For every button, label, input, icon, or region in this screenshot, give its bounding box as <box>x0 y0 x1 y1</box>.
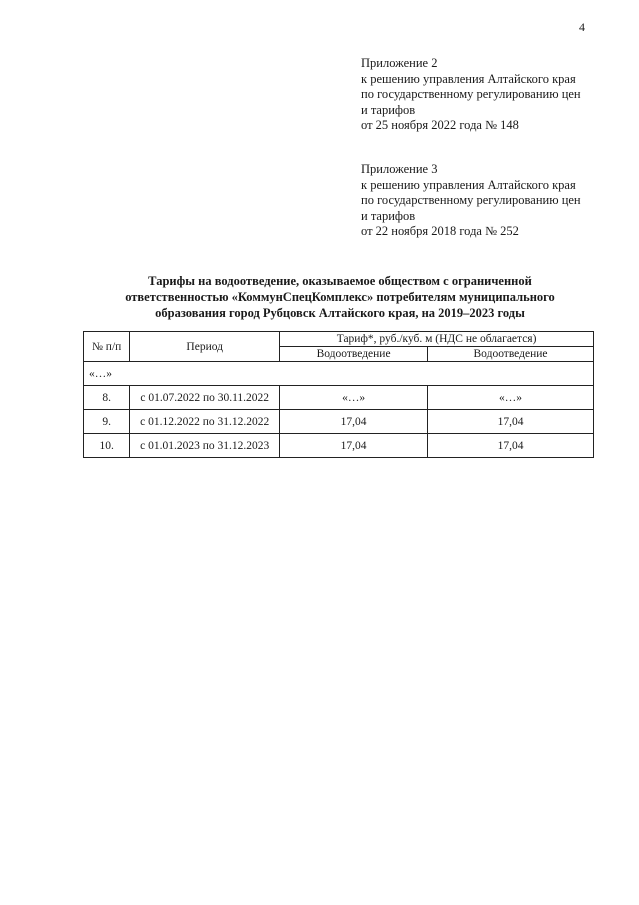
cell-tariff-2: 17,04 <box>428 410 594 434</box>
table-row <box>84 386 594 410</box>
header-num: № п/п <box>84 332 130 362</box>
title-line: образования город Рубцовск Алтайского края, на 2019–2023 годы <box>155 306 525 320</box>
appendix-3-line: по государственному регулированию цен <box>361 193 581 207</box>
tariff-table <box>83 331 594 458</box>
cell-tariff-1: 17,04 <box>280 434 428 458</box>
appendix-3-line: и тарифов <box>361 208 416 223</box>
cell-period: с 01.12.2022 по 31.12.2022 <box>130 410 280 434</box>
cell-tariff-1: 17,04 <box>280 410 428 434</box>
cell-num: 9. <box>84 410 130 434</box>
appendix-2-line: и тарифов <box>361 102 416 117</box>
page-number: 4 <box>579 20 585 34</box>
title-line: Тарифы на водоотведение, оказываемое обществом с ограниченной <box>148 274 532 288</box>
cell-tariff-2: 17,04 <box>428 434 594 458</box>
document-title <box>100 273 580 321</box>
header-wastewater-2: Водоотведение <box>428 347 594 362</box>
title-line: ответственностью «КоммунСпецКомплекс» потребителям муниципального <box>125 290 555 304</box>
header-tariff: Тариф*, руб./куб. м (НДС не облагается) <box>280 332 594 347</box>
table-row-omitted <box>84 362 594 386</box>
appendix-2-line: по государственному регулированию цен <box>361 87 581 101</box>
appendix-3-header <box>361 162 611 240</box>
appendix-3-line: от 22 ноября 2018 года № 252 <box>361 224 519 238</box>
appendix-2-line: Приложение 2 <box>361 56 438 70</box>
cell-period: с 01.01.2023 по 31.12.2023 <box>130 434 280 458</box>
appendix-3-line: Приложение 3 <box>361 162 438 176</box>
cell-num: 8. <box>84 386 130 410</box>
cell-tariff-1: «…» <box>280 386 428 410</box>
cell-tariff-2: «…» <box>428 386 594 410</box>
header-wastewater-1: Водоотведение <box>280 347 428 362</box>
appendix-2-line: от 25 ноября 2022 года № 148 <box>361 118 519 132</box>
table-header-row <box>84 332 594 347</box>
header-period: Период <box>130 332 280 362</box>
appendix-2-line: к решению управления Алтайского края <box>361 71 576 86</box>
appendix-2-header <box>361 56 611 134</box>
cell-period: с 01.07.2022 по 30.11.2022 <box>130 386 280 410</box>
table-row <box>84 410 594 434</box>
cell-num: 10. <box>84 434 130 458</box>
appendix-3-line: к решению управления Алтайского края <box>361 177 576 192</box>
table-row <box>84 434 594 458</box>
omitted-rows-marker: «…» <box>84 362 594 386</box>
